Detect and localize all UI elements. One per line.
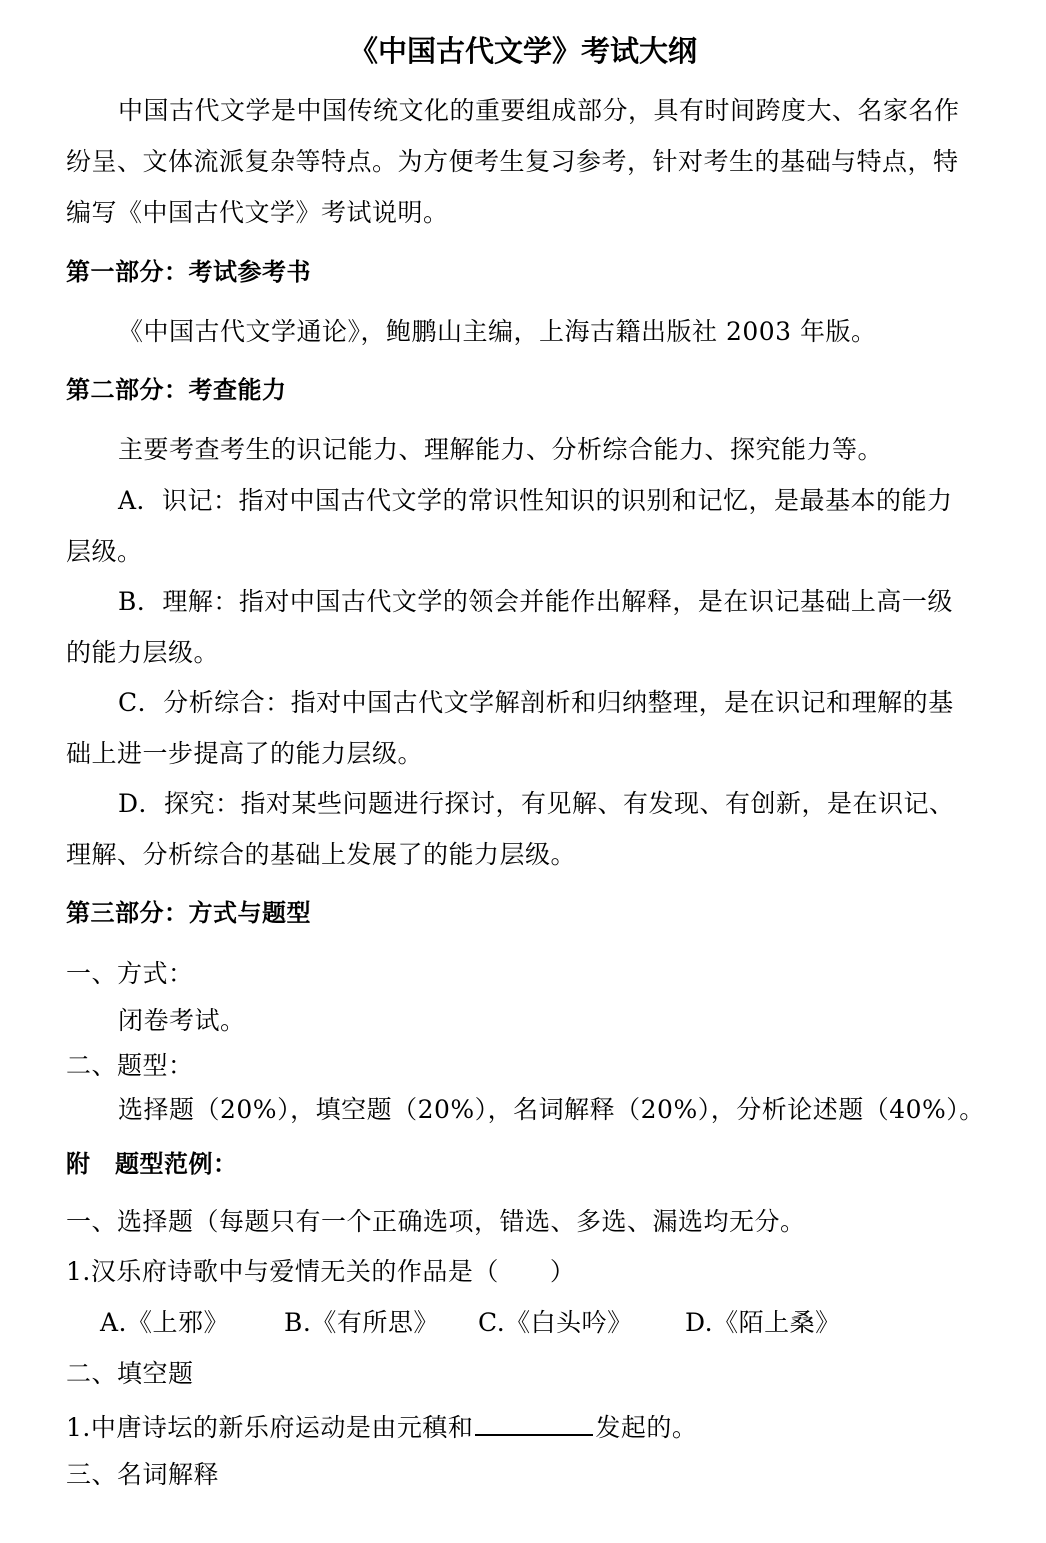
question-type-label: 二、题型： bbox=[66, 1051, 194, 1080]
fill-question-1-end: 发起的。 bbox=[595, 1413, 698, 1442]
ability-b-line-2: 的能力层级。 bbox=[66, 638, 220, 667]
part2-heading: 第二部分：考查能力 bbox=[66, 376, 287, 404]
term-section-heading: 三、名词解释 bbox=[66, 1460, 220, 1489]
ability-a-line-1: A．识记：指对中国古代文学的常识性知识的识别和记忆，是最基本的能力 bbox=[118, 486, 953, 515]
option-a: A.《上邪》 bbox=[100, 1308, 230, 1337]
option-d: D.《陌上桑》 bbox=[685, 1308, 841, 1337]
part2-intro: 主要考查考生的识记能力、理解能力、分析综合能力、探究能力等。 bbox=[118, 435, 884, 464]
intro-line-2: 纷呈、文体流派复杂等特点。为方便考生复习参考，针对考生的基础与特点，特 bbox=[66, 147, 959, 176]
option-b: B.《有所思》 bbox=[284, 1308, 439, 1337]
ability-c-line-2: 础上进一步提高了的能力层级。 bbox=[66, 739, 424, 768]
exam-mode-value: 闭卷考试。 bbox=[118, 1006, 246, 1035]
ability-d-line-1: D．探究：指对某些问题进行探讨，有见解、有发现、有创新，是在识记、 bbox=[118, 789, 955, 818]
question-type-value: 选择题（20%），填空题（20%），名词解释（20%），分析论述题（40%）。 bbox=[118, 1095, 985, 1124]
ability-d-line-2: 理解、分析综合的基础上发展了的能力层级。 bbox=[66, 840, 577, 869]
part3-heading: 第三部分：方式与题型 bbox=[66, 899, 311, 927]
answer-blank bbox=[475, 1408, 593, 1436]
choice-section-heading: 一、选择题（每题只有一个正确选项，错选、多选、漏选均无分。 bbox=[66, 1207, 806, 1236]
ability-a-line-2: 层级。 bbox=[66, 537, 143, 566]
fill-question-1-text: 1.中唐诗坛的新乐府运动是由元稹和 bbox=[66, 1413, 474, 1442]
part1-heading: 第一部分：考试参考书 bbox=[66, 258, 311, 286]
intro-line-3: 编写《中国古代文学》考试说明。 bbox=[66, 198, 449, 227]
fill-question-1 bbox=[0, 1408, 1046, 1444]
part1-reference-book: 《中国古代文学通论》，鲍鹏山主编，上海古籍出版社 2003 年版。 bbox=[118, 317, 877, 346]
intro-line-1: 中国古代文学是中国传统文化的重要组成部分，具有时间跨度大、名家名作 bbox=[118, 96, 960, 125]
choice-question-1: 1.汉乐府诗歌中与爱情无关的作品是（ ） bbox=[66, 1257, 576, 1286]
option-c: C.《白头吟》 bbox=[478, 1308, 633, 1337]
document-title: 《中国古代文学》考试大纲 bbox=[348, 34, 697, 68]
ability-c-line-1: C．分析综合：指对中国古代文学解剖析和归纳整理，是在识记和理解的基 bbox=[118, 688, 954, 717]
exam-mode-label: 一、方式： bbox=[66, 959, 194, 988]
fill-section-heading: 二、填空题 bbox=[66, 1359, 194, 1388]
ability-b-line-1: B．理解：指对中国古代文学的领会并能作出解释，是在识记基础上高一级 bbox=[118, 587, 953, 616]
appendix-heading: 附 题型范例： bbox=[66, 1150, 238, 1178]
